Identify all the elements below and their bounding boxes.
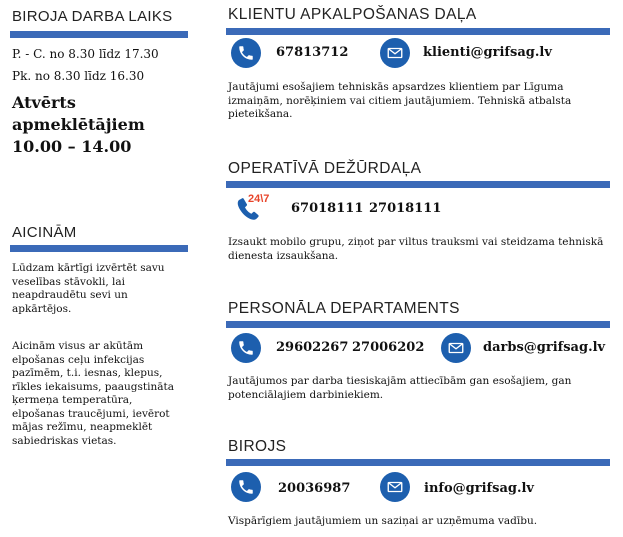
text-line: elpošanas traucējumi, ievērot (12, 407, 170, 420)
text-line: Vispārīgiem jautājumiem un saziņai ar uzņēmuma vadību. (228, 515, 538, 527)
text-line: potenciālajiem darbiniekiem. (228, 388, 384, 401)
client-service-divider (226, 28, 610, 35)
hr-email[interactable]: darbs@grifsag.lv (483, 340, 606, 355)
invite-paragraph-1 (12, 262, 165, 316)
open-line-1: Atvērts (12, 93, 76, 112)
open-line-2: apmeklētājiem (12, 115, 145, 134)
hr-title: PERSONĀLA DEPARTAMENTS (228, 300, 460, 317)
hr-divider (226, 321, 610, 328)
phone-icon[interactable] (231, 472, 261, 502)
duty-office-description (228, 236, 603, 263)
text-line: neapdraudētu sevi un (12, 289, 128, 301)
client-service-description (228, 81, 571, 122)
text-line: mājas režīmu, neapmeklēt (12, 421, 153, 433)
client-phone-number[interactable]: 67813712 (276, 45, 349, 60)
text-line: Lūdzam kārtīgi izvērtēt savu (12, 262, 165, 274)
office-description (228, 515, 537, 529)
office-divider (226, 459, 610, 466)
envelope-icon[interactable] (380, 472, 410, 502)
invite-divider (10, 245, 188, 252)
phone-icon[interactable] (231, 38, 261, 68)
hr-description (228, 375, 571, 402)
text-line: sabiedriskas vietas. (12, 434, 117, 447)
office-phone-number[interactable]: 20036987 (278, 481, 351, 496)
text-line: dienesta izsaukšana. (228, 249, 339, 262)
text-line: Jautājumos par darba tiesiskajām attiecībām gan esošajiem, gan (228, 375, 572, 387)
hours-weekdays: P. - C. no 8.30 līdz 17.30 (12, 47, 159, 61)
text-line: ķermeņa temperatūra, (12, 394, 133, 406)
hr-phone-number-2[interactable]: 27006202 (352, 340, 425, 355)
hours-friday: Pk. no 8.30 līdz 16.30 (12, 69, 145, 83)
open-line-3: 10.00 – 14.00 (12, 137, 132, 156)
text-line: Aicinām visus ar akūtām (12, 340, 144, 352)
text-line: elpošanas ceļu infekcijas (12, 353, 145, 366)
text-line: veselības stāvokli, lai (12, 275, 126, 288)
duty-badge-text: 24\7 (248, 193, 270, 205)
office-title: BIROJS (228, 438, 287, 455)
duty-office-divider (226, 181, 610, 188)
text-line: Izsaukt mobilo grupu, ziņot par viltus trauksmi vai steidzama tehniskā (228, 236, 604, 248)
phone-icon[interactable] (231, 333, 261, 363)
envelope-icon[interactable] (380, 38, 410, 68)
office-email[interactable]: info@grifsag.lv (424, 481, 534, 496)
duty-phone-number-1[interactable]: 67018111 (291, 201, 364, 216)
open-hours-notice (12, 92, 145, 158)
envelope-icon[interactable] (441, 333, 471, 363)
phone-24-7-icon[interactable] (234, 194, 274, 224)
client-service-title: KLIENTU APKALPOŠANAS DAĻA (228, 6, 477, 23)
text-line: apkārtējos. (12, 302, 72, 315)
invite-title: AICINĀM (12, 224, 77, 241)
client-email[interactable]: klienti@grifsag.lv (423, 45, 552, 60)
text-line: pazīmēm, t.i. iesnas, klepus, (12, 367, 163, 379)
office-hours-title: BIROJA DARBA LAIKS (12, 8, 173, 25)
office-hours-divider (10, 31, 188, 38)
text-line: rīkles iekaisums, paaugstināta (12, 380, 174, 393)
hr-phone-number-1[interactable]: 29602267 (276, 340, 349, 355)
text-line: Jautājumi esošajiem tehniskās apsardzes klientiem par Līguma (228, 81, 564, 93)
text-line: izmaiņām, norēķiniem vai citiem jautājumiem. Tehniskā atbalsta (228, 94, 572, 107)
text-line: pieteikšana. (228, 108, 293, 120)
invite-paragraph-2 (12, 340, 174, 448)
duty-office-title: OPERATĪVĀ DEŽŪRDAĻA (228, 160, 422, 177)
duty-phone-number-2[interactable]: 27018111 (369, 201, 442, 216)
